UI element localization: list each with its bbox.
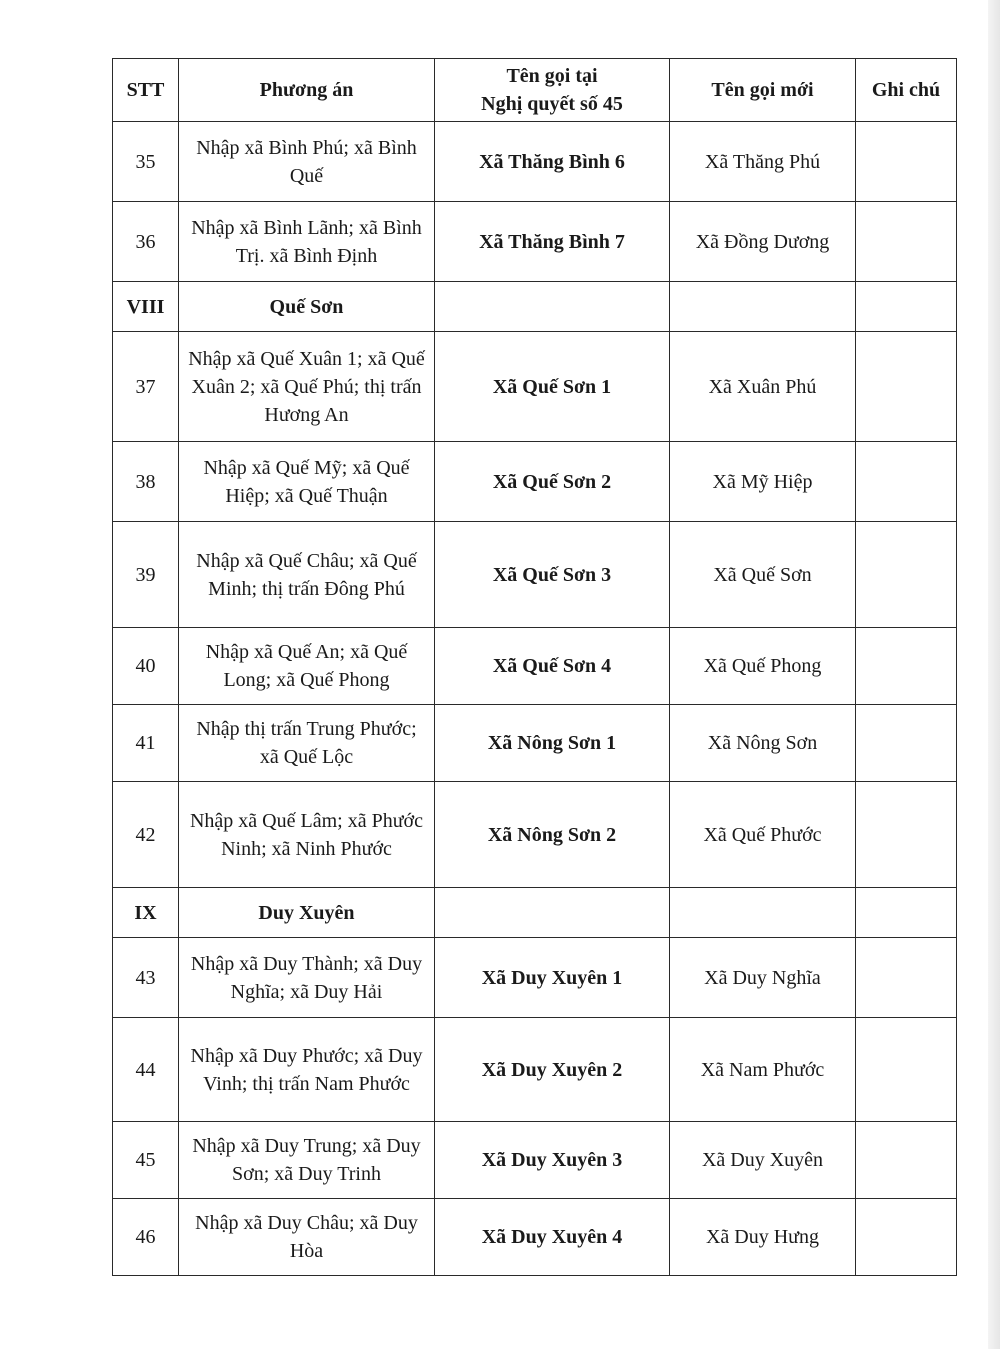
- cell-note: [856, 1122, 957, 1199]
- cell-new-name: Xã Xuân Phú: [670, 332, 856, 442]
- cell-stt: 44: [113, 1018, 179, 1122]
- table-row: [113, 522, 957, 628]
- cell-old-name: Xã Duy Xuyên 2: [435, 1018, 670, 1122]
- cell-new-name: Xã Quế Phong: [670, 628, 856, 705]
- group-number: VIII: [113, 282, 179, 332]
- cell-old-name: Xã Thăng Bình 6: [435, 122, 670, 202]
- cell-stt: 46: [113, 1199, 179, 1276]
- cell-note: [856, 202, 957, 282]
- cell-old-name: Xã Duy Xuyên 1: [435, 938, 670, 1018]
- header-note: Ghi chú: [856, 59, 957, 122]
- cell-plan: Nhập xã Duy Phước; xã Duy Vinh; thị trấn Nam Phước: [179, 1018, 435, 1122]
- empty-cell: [856, 888, 957, 938]
- cell-new-name: Xã Đồng Dương: [670, 202, 856, 282]
- cell-stt: 45: [113, 1122, 179, 1199]
- cell-stt: 38: [113, 442, 179, 522]
- cell-stt: 40: [113, 628, 179, 705]
- empty-cell: [435, 888, 670, 938]
- cell-old-name: Xã Nông Sơn 2: [435, 782, 670, 888]
- cell-old-name: Xã Nông Sơn 1: [435, 705, 670, 782]
- cell-plan: Nhập xã Duy Châu; xã Duy Hòa: [179, 1199, 435, 1276]
- empty-cell: [670, 282, 856, 332]
- header-new-name: Tên gọi mới: [670, 59, 856, 122]
- cell-plan: Nhập xã Quế Châu; xã Quế Minh; thị trấn Đông Phú: [179, 522, 435, 628]
- merger-table: [112, 58, 957, 1276]
- cell-new-name: Xã Nam Phước: [670, 1018, 856, 1122]
- table-row: [113, 122, 957, 202]
- cell-plan: Nhập xã Quế Xuân 1; xã Quế Xuân 2; xã Quế Phú; thị trấn Hương An: [179, 332, 435, 442]
- cell-note: [856, 332, 957, 442]
- cell-note: [856, 628, 957, 705]
- header-plan: Phương án: [179, 59, 435, 122]
- cell-plan: Nhập xã Bình Phú; xã Bình Quế: [179, 122, 435, 202]
- cell-stt: 37: [113, 332, 179, 442]
- empty-cell: [435, 282, 670, 332]
- cell-old-name: Xã Duy Xuyên 4: [435, 1199, 670, 1276]
- cell-old-name: Xã Quế Sơn 1: [435, 332, 670, 442]
- cell-note: [856, 1018, 957, 1122]
- header-stt: STT: [113, 59, 179, 122]
- cell-stt: 42: [113, 782, 179, 888]
- cell-note: [856, 938, 957, 1018]
- cell-stt: 35: [113, 122, 179, 202]
- cell-plan: Nhập xã Duy Thành; xã Duy Nghĩa; xã Duy Hải: [179, 938, 435, 1018]
- cell-stt: 36: [113, 202, 179, 282]
- cell-new-name: Xã Quế Phước: [670, 782, 856, 888]
- cell-new-name: Xã Mỹ Hiệp: [670, 442, 856, 522]
- table-header-row: [113, 59, 957, 122]
- cell-plan: Nhập xã Bình Lãnh; xã Bình Trị. xã Bình Định: [179, 202, 435, 282]
- table-row: [113, 782, 957, 888]
- cell-old-name: Xã Duy Xuyên 3: [435, 1122, 670, 1199]
- table-row: [113, 1199, 957, 1276]
- table-row: [113, 1122, 957, 1199]
- table-row: [113, 1018, 957, 1122]
- page-edge-shadow: [988, 0, 1000, 1349]
- cell-new-name: Xã Duy Xuyên: [670, 1122, 856, 1199]
- cell-new-name: Xã Duy Hưng: [670, 1199, 856, 1276]
- cell-plan: Nhập xã Quế Mỹ; xã Quế Hiệp; xã Quế Thuận: [179, 442, 435, 522]
- cell-note: [856, 442, 957, 522]
- cell-plan: Nhập thị trấn Trung Phước; xã Quế Lộc: [179, 705, 435, 782]
- cell-stt: 39: [113, 522, 179, 628]
- cell-new-name: Xã Quế Sơn: [670, 522, 856, 628]
- cell-old-name: Xã Thăng Bình 7: [435, 202, 670, 282]
- cell-new-name: Xã Duy Nghĩa: [670, 938, 856, 1018]
- cell-note: [856, 122, 957, 202]
- cell-plan: Nhập xã Duy Trung; xã Duy Sơn; xã Duy Trinh: [179, 1122, 435, 1199]
- group-name: Quế Sơn: [179, 282, 435, 332]
- cell-new-name: Xã Thăng Phú: [670, 122, 856, 202]
- table-row: [113, 938, 957, 1018]
- empty-cell: [670, 888, 856, 938]
- group-number: IX: [113, 888, 179, 938]
- group-name: Duy Xuyên: [179, 888, 435, 938]
- table-body: [113, 122, 957, 1276]
- cell-plan: Nhập xã Quế Lâm; xã Phước Ninh; xã Ninh Phước: [179, 782, 435, 888]
- cell-note: [856, 705, 957, 782]
- table-row: [113, 202, 957, 282]
- table-row: [113, 628, 957, 705]
- cell-stt: 41: [113, 705, 179, 782]
- cell-old-name: Xã Quế Sơn 3: [435, 522, 670, 628]
- cell-note: [856, 782, 957, 888]
- table-row: [113, 705, 957, 782]
- cell-old-name: Xã Quế Sơn 2: [435, 442, 670, 522]
- cell-note: [856, 522, 957, 628]
- empty-cell: [856, 282, 957, 332]
- cell-old-name: Xã Quế Sơn 4: [435, 628, 670, 705]
- group-row: [113, 888, 957, 938]
- table-row: [113, 332, 957, 442]
- table-row: [113, 442, 957, 522]
- group-row: [113, 282, 957, 332]
- cell-plan: Nhập xã Quế An; xã Quế Long; xã Quế Phong: [179, 628, 435, 705]
- cell-stt: 43: [113, 938, 179, 1018]
- cell-note: [856, 1199, 957, 1276]
- header-old-name: Tên gọi tại Nghị quyết số 45: [435, 59, 670, 122]
- cell-new-name: Xã Nông Sơn: [670, 705, 856, 782]
